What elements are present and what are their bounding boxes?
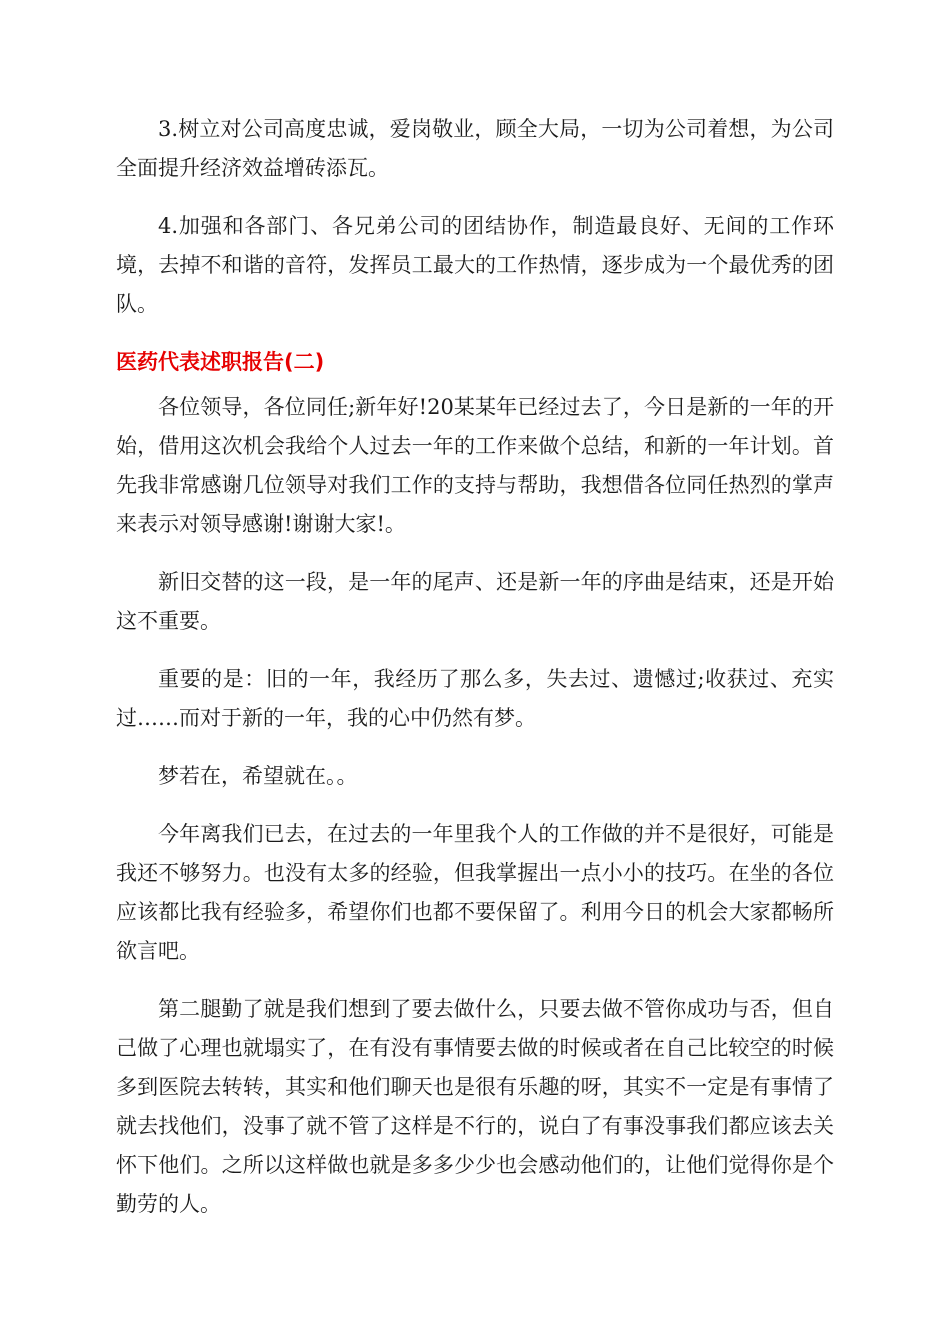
paragraph-greeting: 各位领导，各位同任;新年好!20某某年已经过去了，今日是新的一年的开始，借用这次机会我给个人过去一年的工作来做个总结，和新的一年计划。首先我非常感谢几位领导对我们工作的支持与帮助，我想借各位同任热烈的掌声来表示对领导感谢!谢谢大家!。 [116, 395, 834, 536]
section-heading: 医药代表述职报告(二) [116, 350, 325, 374]
paragraph-this-year: 今年离我们已去，在过去的一年里我个人的工作做的并不是很好，可能是我还不够努力。也没有太多的经验，但我掌握出一点小小的技巧。在坐的各位应该都比我有经验多，希望你们也都不要保留了。利用今日的机会大家都畅所欲言吧。 [116, 822, 834, 963]
paragraph-transition: 新旧交替的这一段，是一年的尾声、还是新一年的序曲是结束，还是开始这不重要。 [116, 570, 834, 633]
paragraph-important: 重要的是：旧的一年，我经历了那么多，失去过、遗憾过;收获过、充实过……而对于新的一年，我的心中仍然有梦。 [116, 667, 834, 730]
paragraph-item-3: 3.树立对公司高度忠诚，爱岗敬业，顾全大局，一切为公司着想，为公司全面提升经济效益增砖添瓦。 [116, 117, 834, 180]
document-body [116, 110, 834, 1243]
paragraph-item-4: 4.加强和各部门、各兄弟公司的团结协作，制造最良好、无间的工作环境，去掉不和谐的音符，发挥员工最大的工作热情，逐步成为一个最优秀的团队。 [116, 214, 834, 316]
paragraph-dream: 梦若在，希望就在。。 [158, 764, 358, 788]
paragraph-second-point: 第二腿勤了就是我们想到了要去做什么，只要去做不管你成功与否，但自己做了心理也就塌实了，在有没有事情要去做的时候或者在自己比较空的时候多到医院去转转，其实和他们聊天也是很有乐趣的呀，其实不一定是有事情了就去找他们，没事了就不管了这样是不行的，说白了有事没事我们都应该去关怀下他们。之所以这样做也就是多多少少也会感动他们的，让他们觉得你是个勤劳的人。 [116, 997, 834, 1216]
